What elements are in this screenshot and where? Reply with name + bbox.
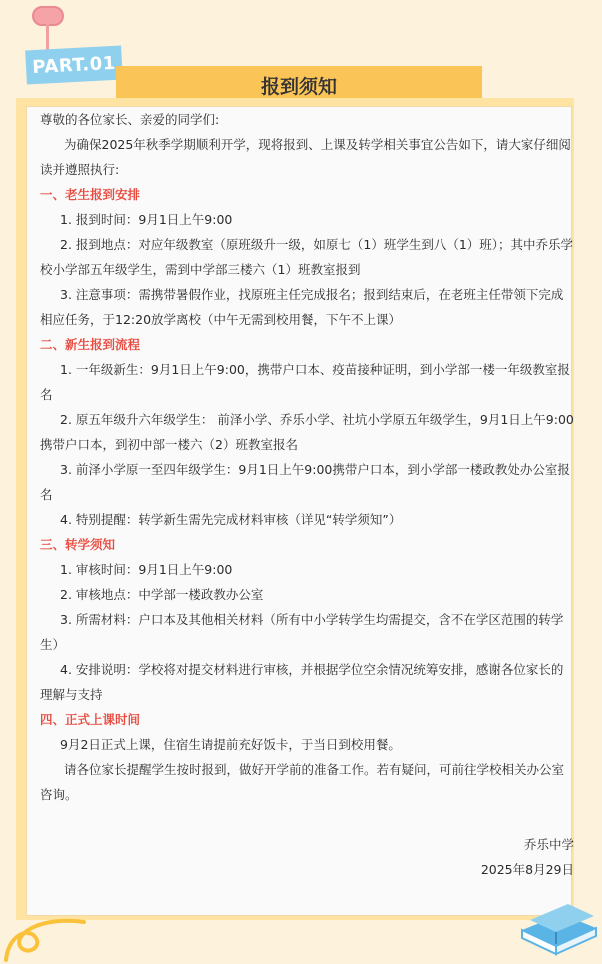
page-title: 报到须知 <box>260 75 337 98</box>
list-item: 2. 原五年级升六年级学生： 前泽小学、乔乐小学、社坑小学原五年级学生，9月1日上午9:00携带户口本，到初中部一楼六（2）班教室报名 <box>40 412 574 452</box>
spacer <box>40 807 574 832</box>
list-item: 1. 一年级新生：9月1日上午9:00，携带户口本、疫苗接种证明，到小学部一楼一年级教室报名 <box>40 362 570 402</box>
section-heading-classes: 四、正式上课时间 <box>40 712 141 727</box>
section-heading-new-students: 二、新生报到流程 <box>40 337 141 352</box>
swirl-decoration-icon <box>0 902 90 964</box>
pin-icon <box>32 6 64 26</box>
list-item: 3. 前泽小学原一至四年级学生：9月1日上午9:00携带户口本，到小学部一楼政教处办公室报名 <box>40 462 570 502</box>
list-item: 4. 特别提醒：转学新生需先完成材料审核（详见“转学须知”） <box>60 512 402 527</box>
list-item: 2. 报到地点：对应年级教室（原班级升一级，如原七（1）班学生到八（1）班）；其中乔乐学校小学部五年级学生，需到中学部三楼六（1）班教室报到 <box>40 237 574 277</box>
list-item: 9月2日正式上课，住宿生请提前充好饭卡，于当日到校用餐。 <box>60 737 401 752</box>
list-item: 4. 安排说明：学校将对提交材料进行审核，并根据学位空余情况统筹安排，感谢各位家长的理解与支持 <box>40 662 564 702</box>
list-item: 1. 审核时间：9月1日上午9:00 <box>60 562 233 577</box>
notice-content <box>40 107 574 882</box>
book-icon <box>516 886 602 958</box>
list-item: 2. 审核地点：中学部一楼政教办公室 <box>60 587 264 602</box>
list-item: 3. 注意事项：需携带暑假作业，找原班主任完成报名；报到结束后，在老班主任带领下完成相应任务，于12:20放学离校（中午无需到校用餐，下午不上课） <box>40 287 564 327</box>
section-heading-returning: 一、老生报到安排 <box>40 187 141 202</box>
greeting: 尊敬的各位家长、亲爱的同学们: <box>40 112 220 127</box>
closing-paragraph: 请各位家长提醒学生按时报到，做好开学前的准备工作。若有疑问，可前往学校相关办公室咨询。 <box>40 762 565 802</box>
part-label: PART.01 <box>25 46 123 85</box>
list-item: 3. 所需材料：户口本及其他相关材料（所有中小学转学生均需提交，含不在学区范围的转学生） <box>40 612 564 652</box>
list-item: 1. 报到时间：9月1日上午9:00 <box>60 212 233 227</box>
signature-school: 乔乐中学 <box>523 837 574 852</box>
section-heading-transfer: 三、转学须知 <box>40 537 116 552</box>
pin-stick <box>46 24 49 50</box>
signature-date: 2025年8月29日 <box>480 862 574 877</box>
intro-paragraph: 为确保2025年秋季学期顺利开学，现将报到、上课及转学相关事宜公告如下，请大家仔细阅读并遵照执行: <box>40 137 571 177</box>
